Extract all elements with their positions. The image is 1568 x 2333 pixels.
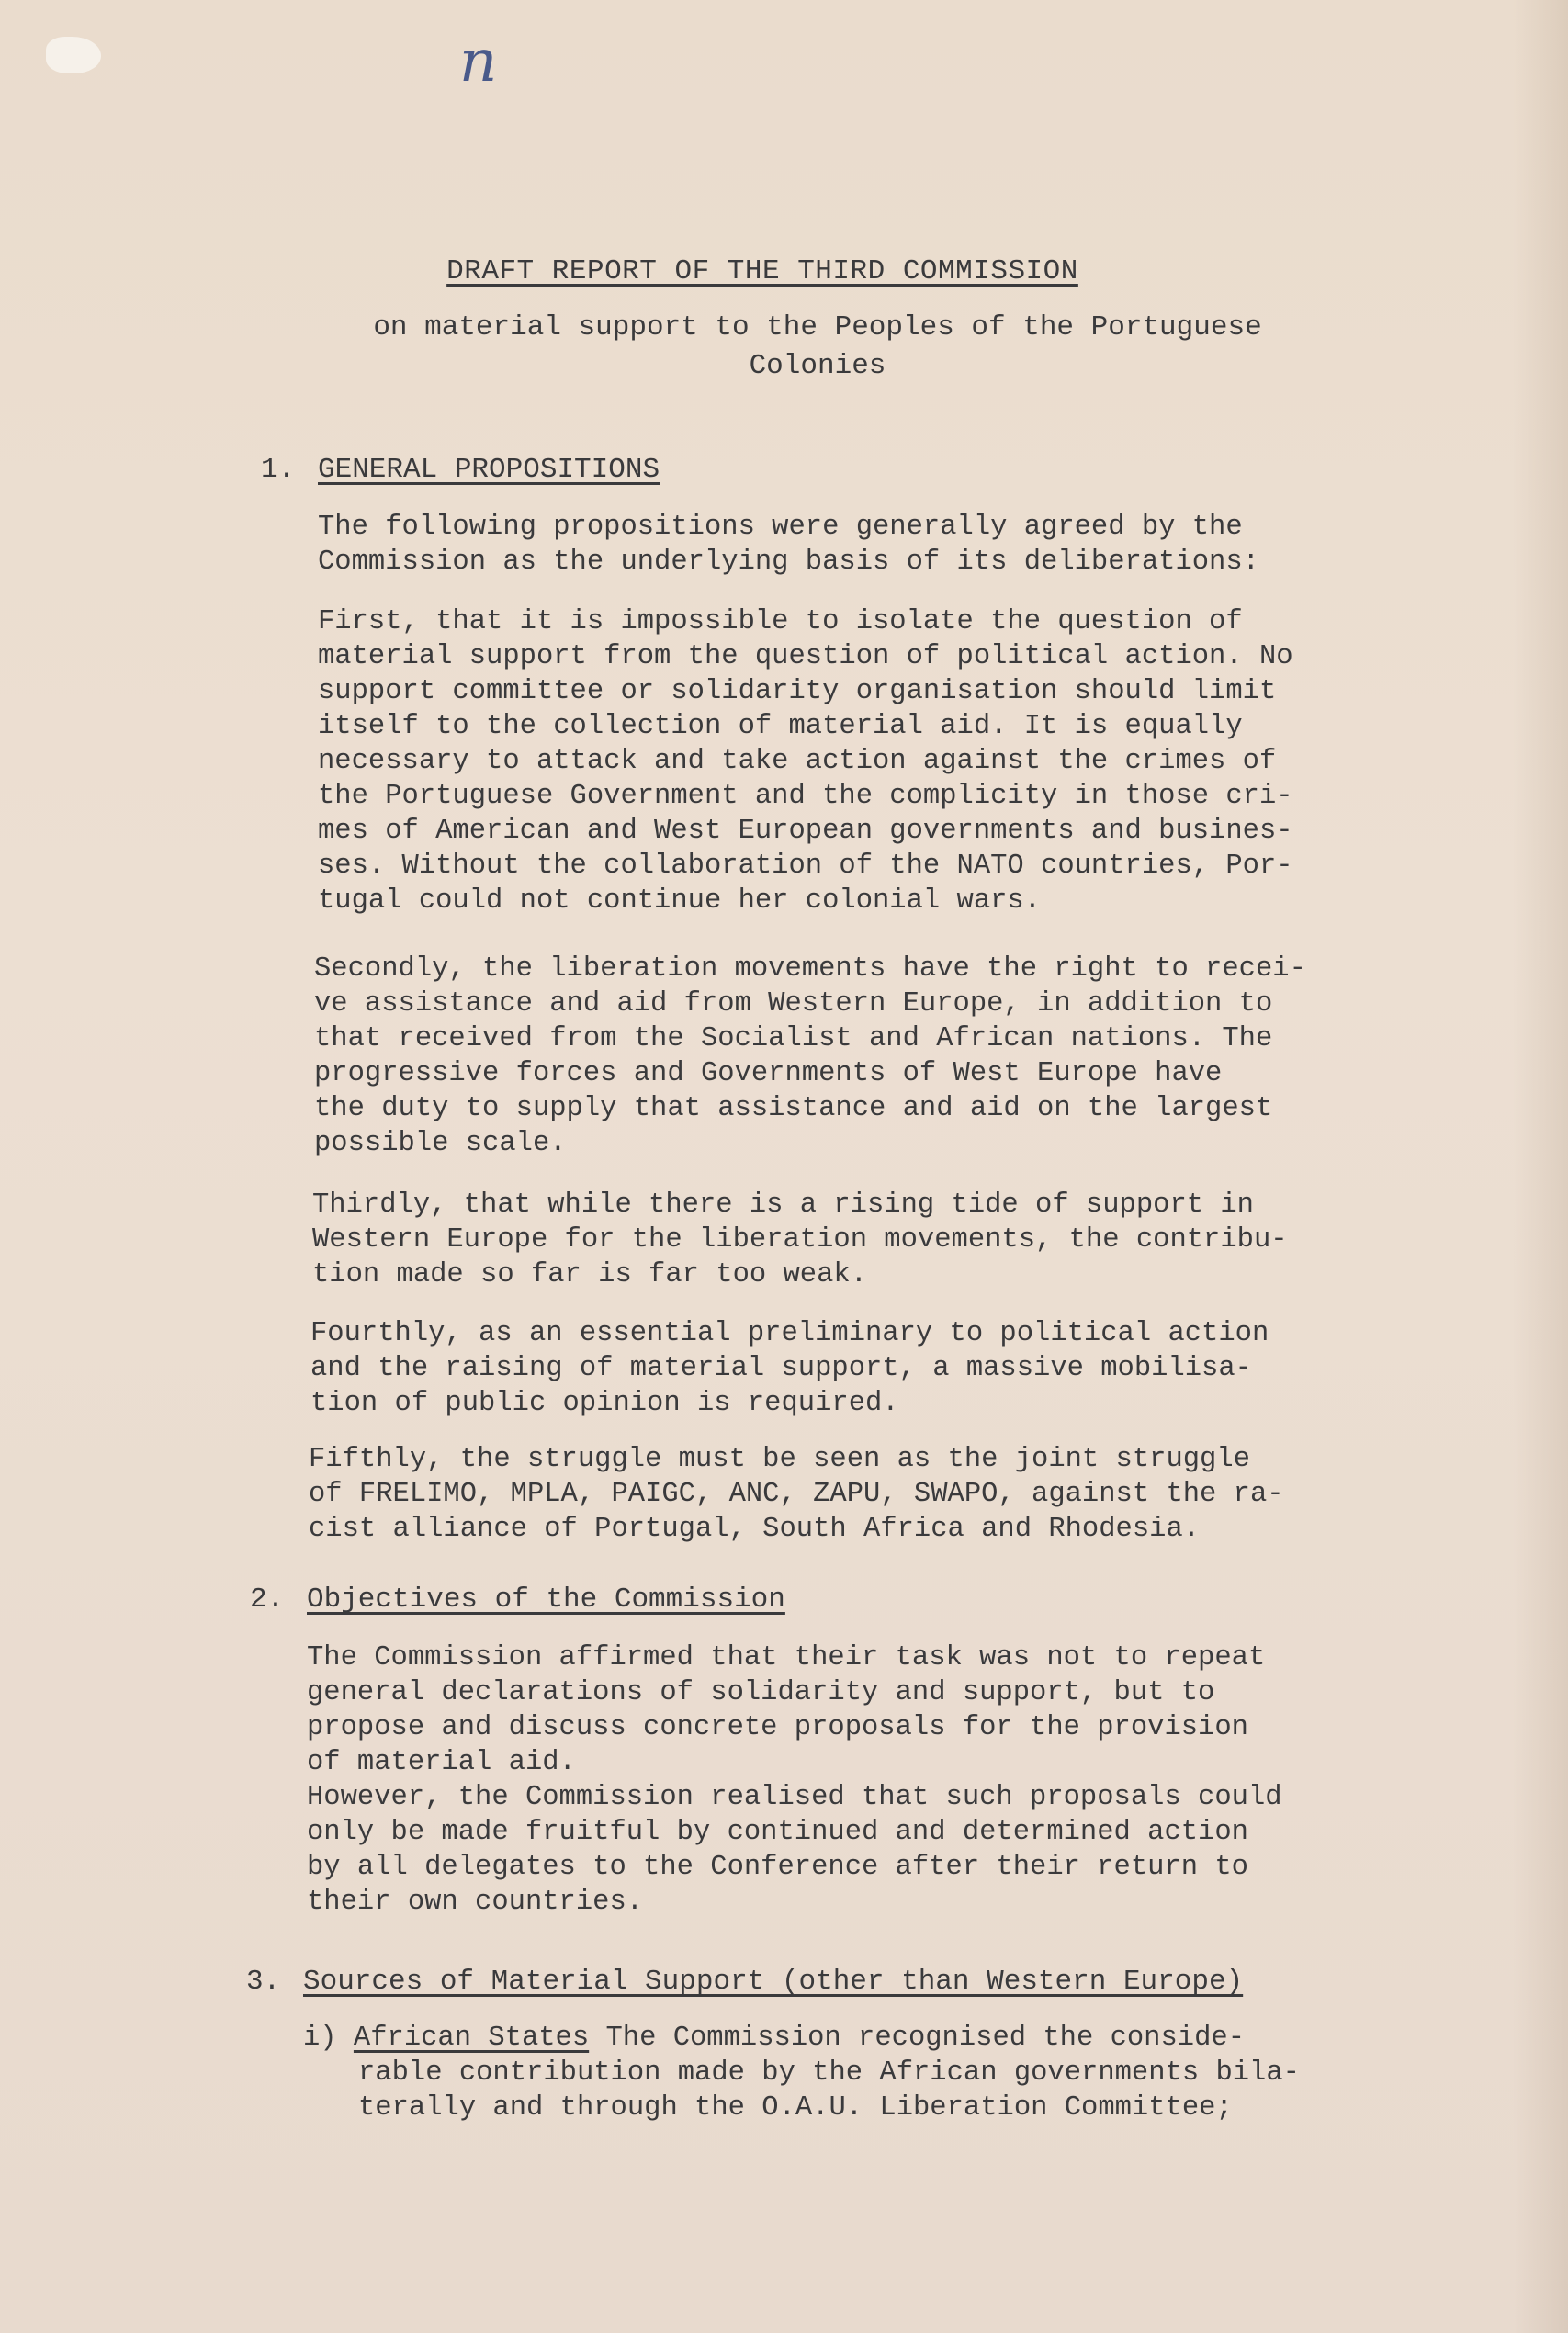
paper-tear-mark bbox=[46, 37, 101, 73]
section-1-title: GENERAL PROPOSITIONS bbox=[318, 454, 660, 486]
section-1-paragraph-intro: The following propositions were generally agreed by the Commission as the underlying basis of its deliberations: bbox=[318, 512, 1259, 578]
section-2-heading bbox=[250, 1584, 785, 1616]
section-3-item-african-states bbox=[303, 2021, 1424, 2125]
section-1-heading bbox=[261, 454, 660, 486]
item-line-1 bbox=[303, 2021, 1424, 2056]
item-text-line-2: rable contribution made by the African governments bila- bbox=[358, 2057, 1300, 2089]
item-text-line-1: The Commission recognised the conside- bbox=[605, 2023, 1245, 2054]
section-1-number: 1. bbox=[261, 454, 296, 486]
section-3-number: 3. bbox=[246, 1966, 281, 1998]
document-subtitle bbox=[312, 309, 1323, 386]
section-2-title: Objectives of the Commission bbox=[307, 1584, 785, 1616]
subtitle-line-1: on material support to the Peoples of the Portuguese bbox=[373, 311, 1262, 344]
section-3-title: Sources of Material Support (other than Western Europe) bbox=[303, 1966, 1244, 1998]
item-label: African States bbox=[353, 2023, 590, 2054]
section-1-paragraph-fifth: Fifthly, the struggle must be seen as the joint struggle of FRELIMO, MPLA, PAIGC, ANC, ZAPU, SWAPO, against the ra- cist alliance of Portugal, South Africa and Rhodesia. bbox=[309, 1444, 1284, 1545]
section-1-paragraph-third: Thirdly, that while there is a rising tide of support in Western Europe for the liberation movements, the contribu- tion made so far is far too weak. bbox=[312, 1189, 1288, 1290]
item-marker: i) bbox=[303, 2023, 337, 2054]
section-3-heading bbox=[246, 1966, 1243, 1998]
subtitle-line-2: Colonies bbox=[749, 350, 886, 382]
page-edge-shadow bbox=[1513, 0, 1568, 2333]
document-title: DRAFT REPORT OF THE THIRD COMMISSION bbox=[446, 255, 1078, 287]
section-2-number: 2. bbox=[250, 1584, 285, 1616]
section-1-paragraph-second: Secondly, the liberation movements have the right to recei- ve assistance and aid from Western Europe, in addition to that received from the Socialist and African nations. The progressive forces and Governments of West Europe have the duty to supply that assistance and aid on the largest possible scale. bbox=[314, 953, 1306, 1159]
section-1-paragraph-fourth: Fourthly, as an essential preliminary to political action and the raising of material support, a massive mobilisa- tion of public opinion is required. bbox=[310, 1318, 1269, 1419]
section-1-paragraph-first: First, that it is impossible to isolate the question of material support from the question of political action. No support committee or solidarity organisation should limit itself to the collection of material aid. It is equally necessary to attack and take action against the crimes of the Portuguese Government and the complicity in those cri- mes of American and West European governments and busines- ses. Without the collaboration of the NATO countries, Por- tugal could not continue her colonial wars. bbox=[318, 606, 1293, 917]
item-text-line-3: terally and through the O.A.U. Liberation Committee; bbox=[358, 2092, 1233, 2124]
handwritten-initials: n bbox=[459, 28, 498, 96]
section-2-paragraph: The Commission affirmed that their task was not to repeat general declarations of solidarity and support, but to propose and discuss concrete proposals for the provision of material aid. However, the Commission realised that such proposals could only be made fruitful by continued and determined action by all delegates to the Conference after their return to their own countries. bbox=[307, 1642, 1282, 1918]
